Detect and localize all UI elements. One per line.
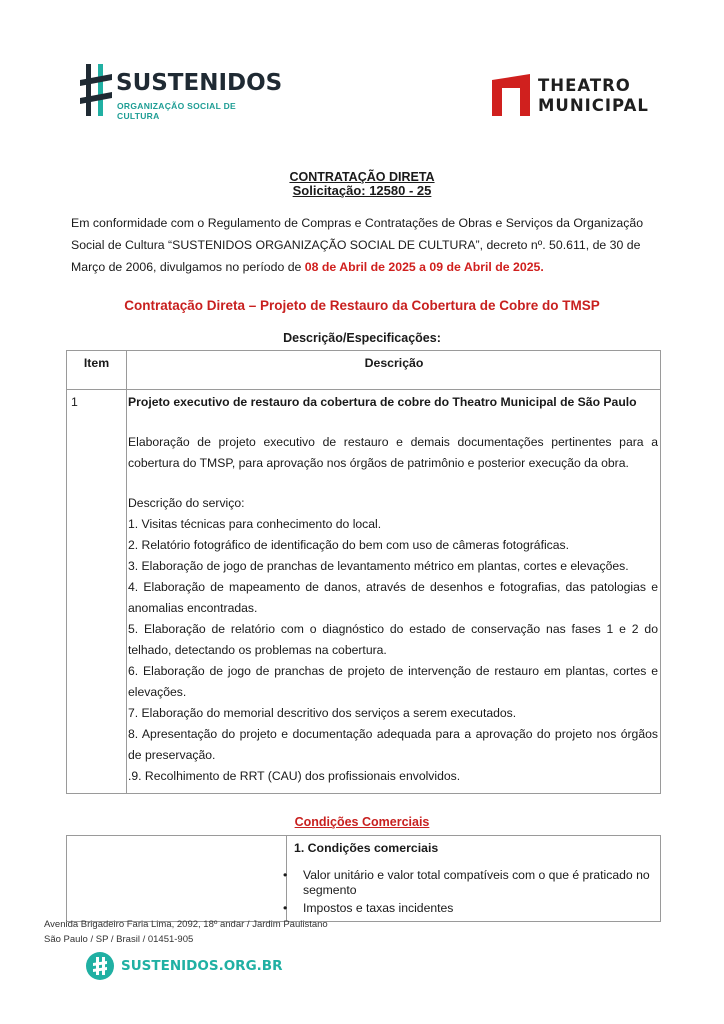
specs-heading: Descrição/Especificações: xyxy=(283,331,441,345)
request-number: Solicitação: 12580 - 25 xyxy=(292,183,432,198)
commercial-conditions-heading: Condições Comerciais xyxy=(294,815,430,829)
list-item: • Impostos e taxas incidentes xyxy=(283,901,658,916)
address-line2: São Paulo / SP / Brasil / 01451-905 xyxy=(44,934,194,945)
item-number: 1 xyxy=(71,395,78,409)
column-header-description: Descrição xyxy=(364,356,424,370)
address-line1: Avenida Brigadeiro Faria Lima, 2092, 18º andar / Jardim Paulistano xyxy=(44,919,328,930)
service-step: 8. Apresentação do projeto e documentação adequada para a aprovação do projeto nos órgãos de preservação. xyxy=(128,727,658,762)
intro-period: 08 de Abril de 2025 a 09 de Abril de 2025. xyxy=(304,260,544,274)
table-header-divider xyxy=(67,389,660,390)
service-step: 2. Relatório fotográfico de identificação do bem com uso de câmeras fotográficas. xyxy=(128,538,570,552)
theatro-municipal-logo xyxy=(490,74,660,120)
document-title: CONTRATAÇÃO DIRETA xyxy=(289,170,435,184)
service-label: Descrição do serviço: xyxy=(128,496,245,510)
conditions-subtitle: 1. Condições comerciais xyxy=(294,841,439,855)
sustenidos-circle-icon xyxy=(86,952,114,980)
theatro-arch-icon xyxy=(490,74,532,116)
column-header-item: Item xyxy=(83,356,110,370)
service-step: 4. Elaboração de mapeamento de danos, através de desenhos e fotografias, das patologias e anomalias encontradas. xyxy=(128,580,658,615)
specifications-table xyxy=(66,350,661,794)
footer-website-link[interactable]: SUSTENIDOS.ORG.BR xyxy=(121,958,283,974)
intro-paragraph xyxy=(71,212,661,278)
sustenidos-hash-icon xyxy=(80,64,114,116)
sustenidos-logo xyxy=(80,64,283,121)
item-title: Projeto executivo de restauro da cobertura de cobre do Theatro Municipal de São Paulo xyxy=(128,395,637,409)
sustenidos-wordmark: SUSTENIDOS xyxy=(116,70,283,96)
service-step: 7. Elaboração do memorial descritivo dos serviços a serem executados. xyxy=(128,706,517,720)
theatro-line1: THEATRO xyxy=(538,76,631,95)
service-step: 3. Elaboração de jogo de pranchas de levantamento métrico em plantas, cortes e elevações. xyxy=(128,559,629,573)
table-divider xyxy=(126,351,127,793)
footer-address xyxy=(44,917,328,947)
footer-site-logo xyxy=(86,952,283,984)
intro-text: Em conformidade com o Regulamento de Compras e Contratações de Obras e Serviços da Organização Social de Cultura “SUSTENIDOS ORGANIZAÇÃO SOCIAL DE CULTURA”, decreto nº. 50.611, de 30 de Março de 2006, divulgamos no período de xyxy=(71,216,644,274)
theatro-line2: MUNICIPAL xyxy=(538,96,649,115)
item-description xyxy=(128,392,658,787)
list-item: • Valor unitário e valor total compatíveis com o que é praticado no segmento xyxy=(283,868,658,898)
commercial-conditions-table xyxy=(66,835,661,922)
service-step: 5. Elaboração de relatório com o diagnóstico do estado de conservação nas fases 1 e 2 do telhado, detectando os problemas na cobertura. xyxy=(128,622,658,657)
service-step: 6. Elaboração de jogo de pranchas de projeto de intervenção de restauro em plantas, cortes e elevações. xyxy=(128,664,658,699)
conditions-list xyxy=(283,868,658,919)
service-step: 1. Visitas técnicas para conhecimento do local. xyxy=(128,517,382,531)
section-subheading: Contratação Direta – Projeto de Restauro da Cobertura de Cobre do TMSP xyxy=(124,298,600,313)
item-summary: Elaboração de projeto executivo de restauro e demais documentações pertinentes para a cobertura do TMSP, para aprovação nos órgãos de patrimônio e posterior execução da obra. xyxy=(128,435,658,470)
service-step: .9. Recolhimento de RRT (CAU) dos profissionais envolvidos. xyxy=(128,769,461,783)
sustenidos-tagline: ORGANIZAÇÃO SOCIAL DE CULTURA xyxy=(117,101,237,121)
